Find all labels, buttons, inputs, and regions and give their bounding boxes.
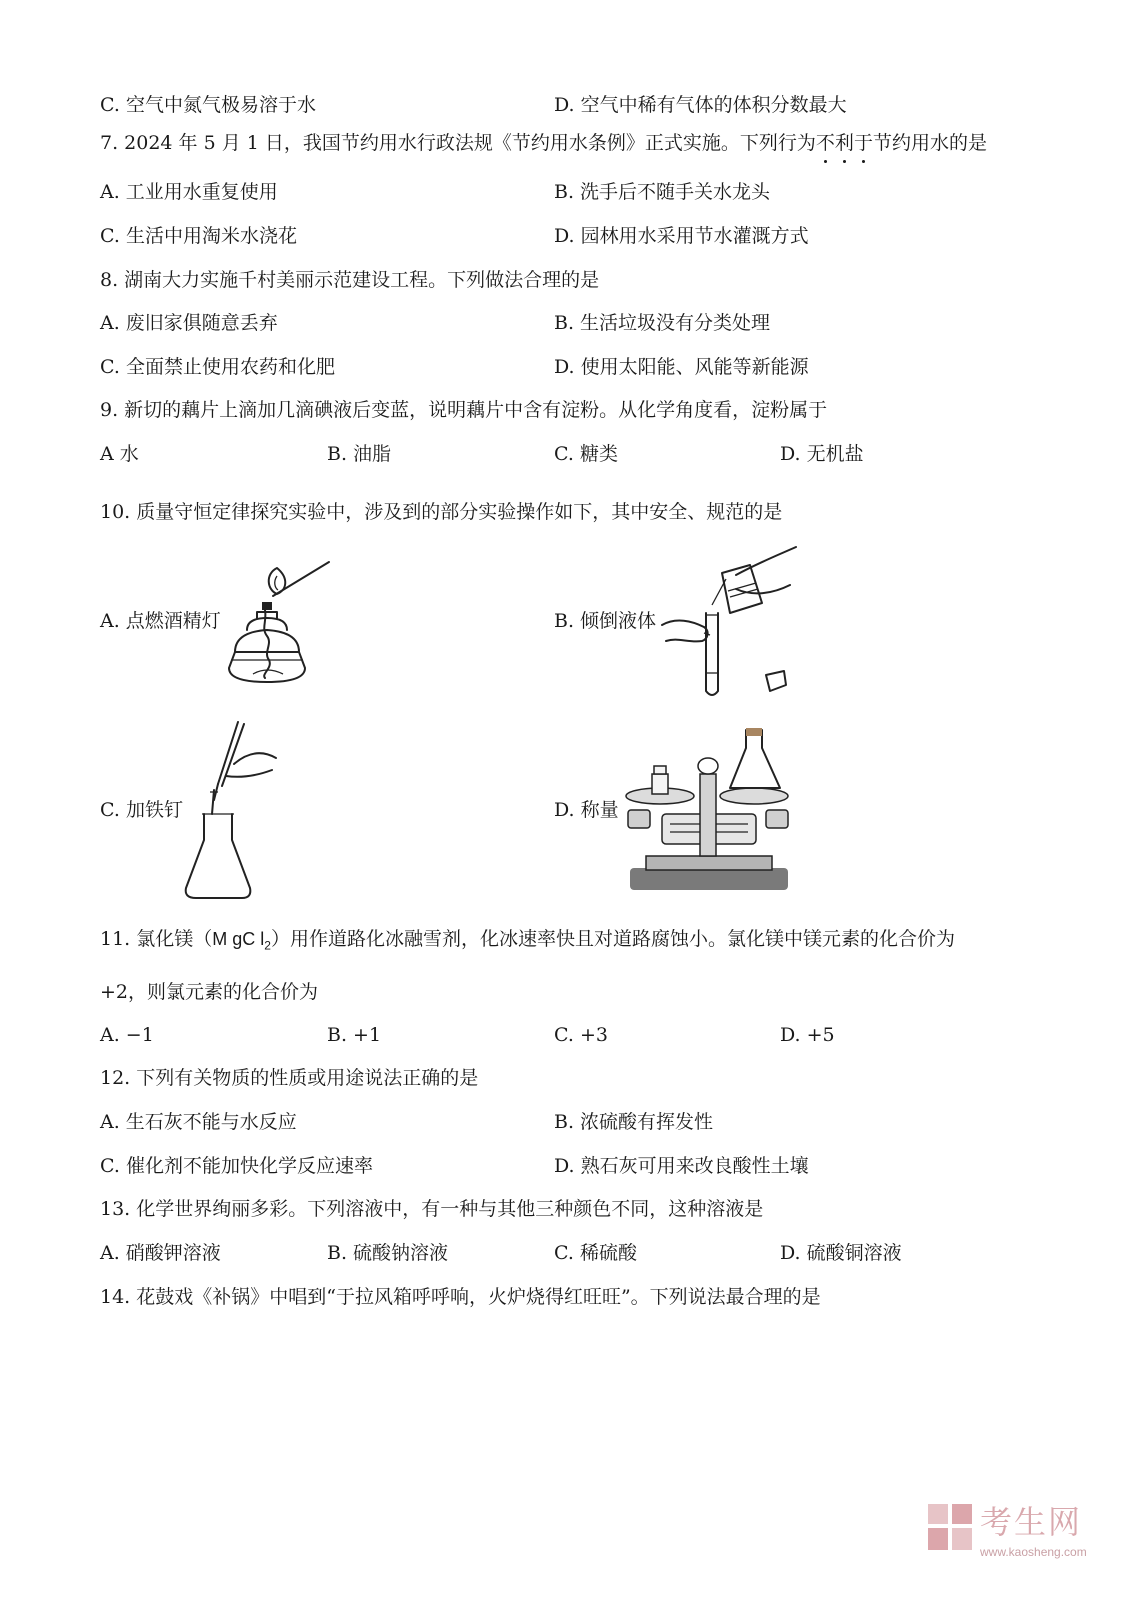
q10-option-d: D. 称量 <box>554 799 619 821</box>
pan-balance-figure <box>622 726 794 894</box>
q13-stem: 13. 化学世界绚丽多彩。下列溶液中，有一种与其他三种颜色不同，这种溶液是 <box>100 1198 764 1220</box>
q12-option-c: C. 催化剂不能加快化学反应速率 <box>100 1155 373 1177</box>
q11-stem-line2: +2，则氯元素的化合价为 <box>100 981 319 1003</box>
q11-option-d: D. +5 <box>780 1024 835 1046</box>
q7-stem-text: 7. 2024 年 5 月 1 日，我国节约用水行政法规《节约用水条例》正式实施。下列行为 <box>100 132 816 154</box>
q6-option-d: D. 空气中稀有气体的体积分数最大 <box>554 94 847 116</box>
q12-stem: 12. 下列有关物质的性质或用途说法正确的是 <box>100 1067 479 1089</box>
q12-option-d: D. 熟石灰可用来改良酸性土壤 <box>554 1155 809 1177</box>
watermark <box>928 1500 1098 1564</box>
formula-mgcl2 <box>212 929 271 953</box>
q8-option-c: C. 全面禁止使用农药和化肥 <box>100 356 335 378</box>
q9-option-b: B. 油脂 <box>327 443 392 465</box>
formula-subscript: 2 <box>264 938 271 953</box>
q8-option-d: D. 使用太阳能、风能等新能源 <box>554 356 809 378</box>
q11-option-b: B. +1 <box>327 1024 382 1046</box>
q11-stem <box>100 930 955 952</box>
q11-stem-tail: ）用作道路化冰融雪剂，化冰速率快且对道路腐蚀小。氯化镁中镁元素的化合价为 <box>270 928 955 950</box>
q9-option-a: A 水 <box>100 443 139 465</box>
q7-stem-tail: 节约用水的是 <box>872 132 987 154</box>
q10-option-c: C. 加铁钉 <box>100 799 183 821</box>
emphasis-char: 不 <box>815 132 835 154</box>
q13-option-a: A. 硝酸钾溶液 <box>100 1242 221 1264</box>
q14-stem: 14. 花鼓戏《补锅》中唱到“于拉风箱呼呼响，火炉烧得红旺旺”。下列说法最合理的是 <box>100 1286 821 1308</box>
q7-option-c: C. 生活中用淘米水浇花 <box>100 225 297 247</box>
q11-option-a: A. −1 <box>100 1024 154 1046</box>
q7-option-d: D. 园林用水采用节水灌溉方式 <box>554 225 809 247</box>
emphasis-char: 利 <box>834 132 854 154</box>
q10-option-b: B. 倾倒液体 <box>554 610 657 632</box>
q8-option-b: B. 生活垃圾没有分类处理 <box>554 312 771 334</box>
formula-text: M gC l <box>212 929 265 949</box>
q8-stem: 8. 湖南大力实施千村美丽示范建设工程。下列做法合理的是 <box>100 269 600 291</box>
q11-stem-text: 11. 氯化镁（ <box>100 928 213 950</box>
q7-option-a: A. 工业用水重复使用 <box>100 181 278 203</box>
pouring-liquid-figure <box>658 545 798 700</box>
kaosheng-logo-icon <box>928 1504 972 1552</box>
q13-option-d: D. 硫酸铜溶液 <box>780 1242 902 1264</box>
q12-option-a: A. 生石灰不能与水反应 <box>100 1111 297 1133</box>
watermark-url: www.kaosheng.com <box>980 1545 1087 1559</box>
q9-option-d: D. 无机盐 <box>780 443 864 465</box>
adding-iron-nail-figure <box>182 718 282 902</box>
q12-option-b: B. 浓硫酸有挥发性 <box>554 1111 714 1133</box>
emphasis-char: 于 <box>853 132 873 154</box>
q11-option-c: C. +3 <box>554 1024 608 1046</box>
q6-option-c: C. 空气中氮气极易溶于水 <box>100 94 316 116</box>
watermark-text: 考生网 <box>980 1503 1083 1541</box>
alcohol-lamp-figure <box>225 560 340 688</box>
q10-option-a: A. 点燃酒精灯 <box>100 610 221 632</box>
q8-option-a: A. 废旧家俱随意丢弃 <box>100 312 278 334</box>
q7-stem <box>100 134 987 153</box>
q7-option-b: B. 洗手后不随手关水龙头 <box>554 181 771 203</box>
q13-option-c: C. 稀硫酸 <box>554 1242 637 1264</box>
q9-stem: 9. 新切的藕片上滴加几滴碘液后变蓝，说明藕片中含有淀粉。从化学角度看，淀粉属于 <box>100 399 828 421</box>
q13-option-b: B. 硫酸钠溶液 <box>327 1242 449 1264</box>
q9-option-c: C. 糖类 <box>554 443 618 465</box>
q10-stem: 10. 质量守恒定律探究实验中，涉及到的部分实验操作如下，其中安全、规范的是 <box>100 501 783 523</box>
